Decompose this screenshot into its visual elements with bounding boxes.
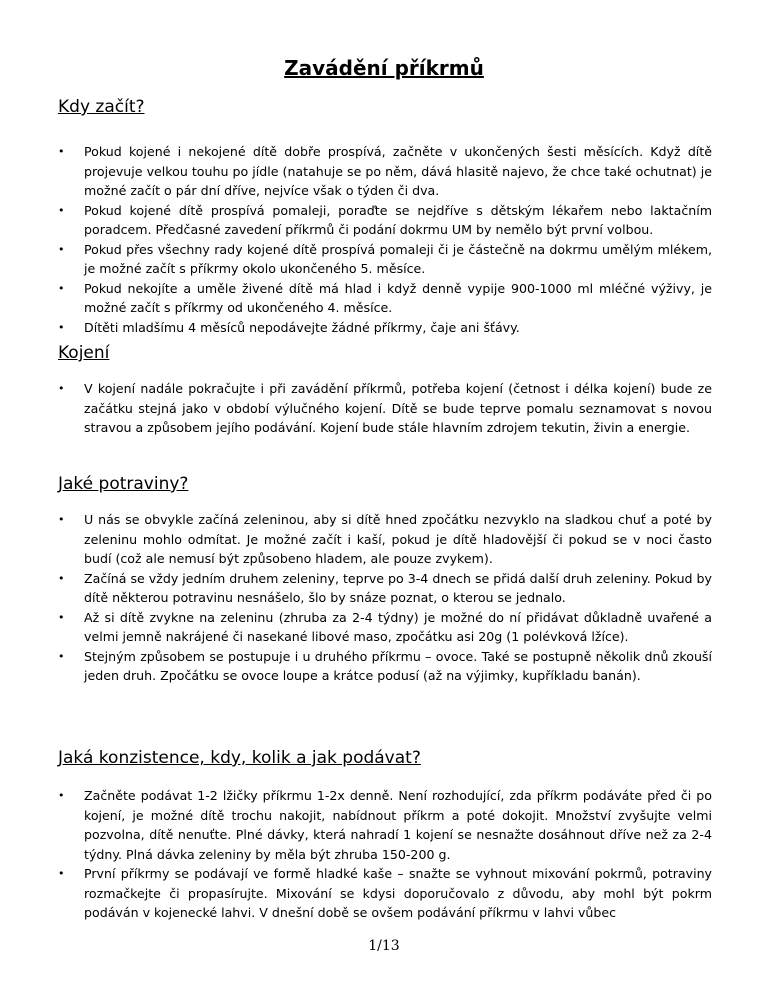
list-item: • Až si dítě zvykne na zeleninu (zhruba za 2-4 týdny) je možné do ní přidávat důkladně uvařené a velmi jemně nakrájené či nasekané libové maso, zpočátku asi 20g (1 polévková lžíce). — [58, 608, 712, 647]
bullet-list-kdy-zacit — [58, 142, 712, 337]
list-item: • U nás se obvykle začíná zeleninou, aby si dítě hned zpočátku nezvyklo na sladkou chuť a poté by zeleninu mohlo odmítat. Je možné začít i kaší, pokud je dítě hladovější či pokud se v noci často budí (což ale nemusí být způsobeno hladem, ale pouze zvykem). — [58, 510, 712, 569]
list-item: • První příkrmy se podávají ve formě hladké kaše – snažte se vyhnout mixování pokrmů, potraviny rozmačkejte či propasírujte. Mixování se kdysi doporučovalo z důvodu, aby mohl být pokrm podáván v kojenecké lahvi. V dnešní době se ovšem podávání příkrmu v lahvi vůbec — [58, 864, 712, 923]
list-item: • Dítěti mladšímu 4 měsíců nepodávejte žádné příkrmy, čaje ani šťávy. — [58, 318, 712, 338]
section-heading-kdy-zacit: Kdy začít? — [58, 97, 145, 117]
page-number: 1/13 — [368, 938, 400, 954]
list-item: • Začíná se vždy jedním druhem zeleniny, teprve po 3-4 dnech se přidá další druh zeleniny. Pokud by dítě některou potravinu nesnášelo, šlo by snáze poznat, o kterou se jednalo. — [58, 569, 712, 608]
list-item: • Pokud kojené dítě prospívá pomaleji, poraďte se nejdříve s dětským lékařem nebo laktačním poradcem. Předčasné zavedení příkrmů či podání dokrmu UM by nemělo být první volbou. — [58, 201, 712, 240]
bullet-list-jake-potraviny — [58, 510, 712, 686]
list-item: • Pokud nekojíte a uměle živené dítě má hlad i když denně vypije 900-1000 ml mléčné výživy, je možné začít s příkrmy od ukončeného 4. měsíce. — [58, 279, 712, 318]
list-item: • Stejným způsobem se postupuje i u druhého příkrmu – ovoce. Také se postupně několik dnů zkouší jeden druh. Zpočátku se ovoce loupe a krátce podusí (až na výjimky, kupříkladu banán). — [58, 647, 712, 686]
list-item: • Pokud přes všechny rady kojené dítě prospívá pomaleji či je částečně na dokrmu umělým mlékem, je možné začít s příkrmy okolo ukončeného 5. měsíce. — [58, 240, 712, 279]
section-heading-jake-potraviny: Jaké potraviny? — [58, 474, 189, 494]
page-title: Zavádění příkrmů — [284, 56, 484, 80]
section-heading-konzistence: Jaká konzistence, kdy, kolik a jak podávat? — [58, 748, 421, 768]
list-item: • Začněte podávat 1-2 lžičky příkrmu 1-2x denně. Není rozhodující, zda příkrm podáváte před či po kojení, je možné dítě trochu nakojit, nabídnout příkrm a poté dokojit. Množství zvyšujte velmi pozvolna, dítě nenuťte. Plné dávky, která nahradí 1 kojení se nesnažte dosáhnout dříve než za 2-4 týdny. Plná dávka zeleniny by měla být zhruba 150-200 g. — [58, 786, 712, 864]
list-item: • V kojení nadále pokračujte i při zavádění příkrmů, potřeba kojení (četnost i délka kojení) bude ze začátku stejná jako v období výlučného kojení. Dítě se bude teprve pomalu seznamovat s novou stravou a způsobem jejího podávání. Kojení bude stále hlavním zdrojem tekutin, živin a energie. — [58, 379, 712, 438]
list-item: • Pokud kojené i nekojené dítě dobře prospívá, začněte v ukončených šesti měsících. Když dítě projevuje velkou touhu po jídle (natahuje se po něm, dává hlasitě najevo, že chce také ochutnat) je možné začít o pár dní dříve, nejvíce však o týden či dva. — [58, 142, 712, 201]
bullet-list-kojeni — [58, 379, 712, 438]
section-heading-kojeni: Kojení — [58, 343, 110, 363]
bullet-list-konzistence — [58, 786, 712, 923]
